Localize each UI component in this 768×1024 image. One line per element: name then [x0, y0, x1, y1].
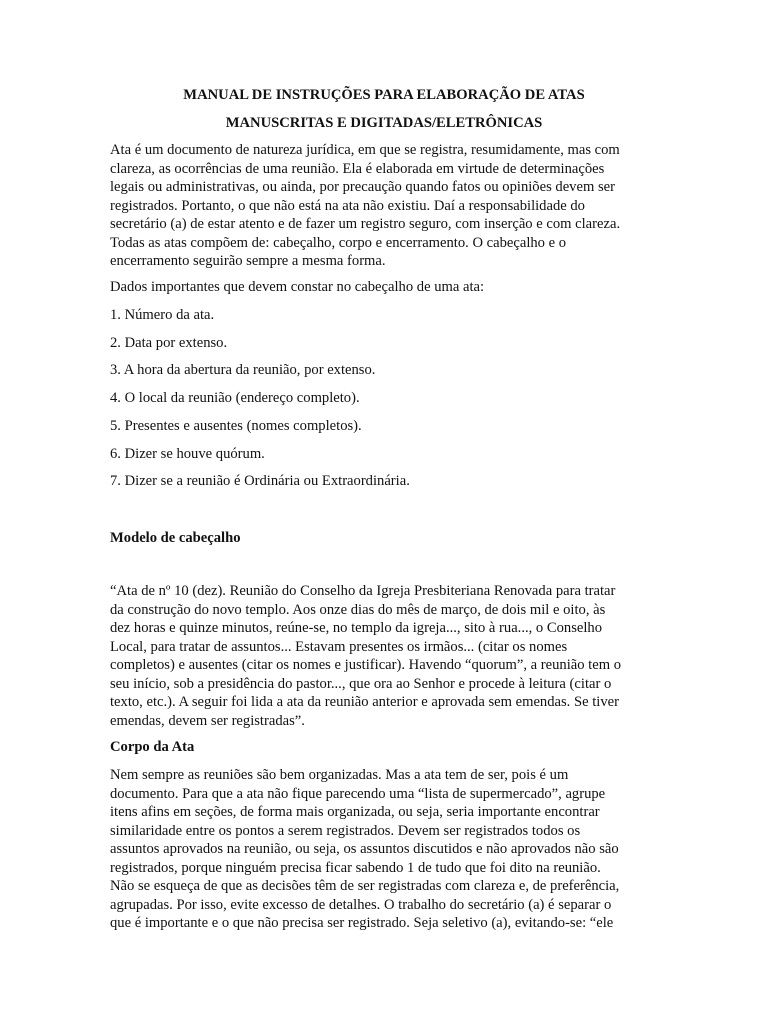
text-line: Nem sempre as reuniões são bem organizadas. Mas a ata tem de ser, pois é um — [110, 767, 569, 783]
text-line: Todas as atas compõem de: cabeçalho, corpo e encerramento. O cabeçalho e o — [110, 234, 567, 251]
document-title-line-1: MANUAL DE INSTRUÇÕES PARA ELABORAÇÃO DE ATAS — [183, 87, 585, 103]
list-item: 6. Dizer se houve quórum. — [110, 446, 265, 462]
text-line: itens afins em seções, de forma mais organizada, ou seja, seria importante encontrar — [110, 804, 600, 820]
text-line: seu início, sob a presidência do pastor..., que ora ao Senhor e procede à leitura (citar o — [110, 675, 612, 692]
text-line: documento. Para que a ata não fique parecendo uma “lista de supermercado”, agrupe — [110, 785, 606, 802]
text-line: legais ou administrativas, ou ainda, por precaução quando fatos ou opiniões devem ser — [110, 179, 615, 195]
text-line: “Ata de nº 10 (dez). Reunião do Conselho da Igreja Presbiteriana Renovada para tratar — [110, 583, 616, 599]
intro-paragraph — [110, 141, 655, 271]
text-line: Não se esqueça de que as decisões têm de ser registradas com clareza e, de preferência, — [110, 878, 620, 894]
text-line: agrupadas. Por isso, evite excesso de detalhes. O trabalho do secretário (a) é separar o — [110, 896, 612, 913]
text-line: assuntos aprovados na reunião, ou seja, os assuntos discutidos e não aprovados não são — [110, 841, 619, 857]
text-line: texto, etc.). A seguir foi lida a ata da reunião anterior e aprovada sem emendas. Se tiver — [110, 694, 619, 710]
text-line: dez horas e quinze minutos, reúne-se, no templo da igreja..., sito à rua..., o Conselho — [110, 620, 603, 636]
text-line: similaridade entre os pontos a serem registrados. Devem ser registrados todos os — [110, 822, 581, 839]
text-line: Local, para tratar de assuntos... Estavam presentes os irmãos... (citar os nomes — [110, 638, 568, 655]
text-line: que é importante e o que não precisa ser registrado. Seja seletivo (a), evitando-se: “ele — [110, 915, 614, 931]
list-item: 3. A hora da abertura da reunião, por extenso. — [110, 362, 376, 378]
text-line: encerramento seguirão sempre a mesma forma. — [110, 253, 386, 269]
list-item: 5. Presentes e ausentes (nomes completos). — [110, 418, 362, 434]
text-line: da construção do novo templo. Aos onze dias do mês de março, de dois mil e oito, às — [110, 601, 606, 618]
list-item: 2. Data por extenso. — [110, 335, 228, 351]
section-heading-body: Corpo da Ata — [110, 739, 195, 755]
section-heading-model: Modelo de cabeçalho — [110, 530, 241, 546]
model-paragraph — [110, 582, 655, 730]
text-line: Ata é um documento de natureza jurídica, em que se registra, resumidamente, mas com — [110, 142, 620, 158]
body-paragraph — [110, 766, 655, 933]
document-title-line-2: MANUSCRITAS E DIGITADAS/ELETRÔNICAS — [225, 115, 543, 131]
list-intro: Dados importantes que devem constar no cabeçalho de uma ata: — [110, 279, 485, 295]
text-line: secretário (a) de estar atento e de fazer um registro seguro, com inserção e com clareza. — [110, 216, 621, 232]
text-line: registrados. Portanto, o que não está na ata não existiu. Daí a responsabilidade do — [110, 197, 585, 214]
text-line: registrados, porque ninguém precisa ficar sabendo 1 de tudo que foi dito na reunião. — [110, 859, 601, 876]
list-item: 7. Dizer se a reunião é Ordinária ou Extraordinária. — [110, 473, 410, 489]
text-line: emendas, devem ser registradas”. — [110, 712, 305, 729]
text-line: completos) e ausentes (citar os nomes e justificar). Havendo “quorum”, a reunião tem o — [110, 657, 622, 673]
list-item: 4. O local da reunião (endereço completo). — [110, 390, 360, 406]
list-item: 1. Número da ata. — [110, 307, 215, 323]
text-line: clareza, as ocorrências de uma reunião. Ela é elaborada em virtude de determinações — [110, 160, 605, 177]
